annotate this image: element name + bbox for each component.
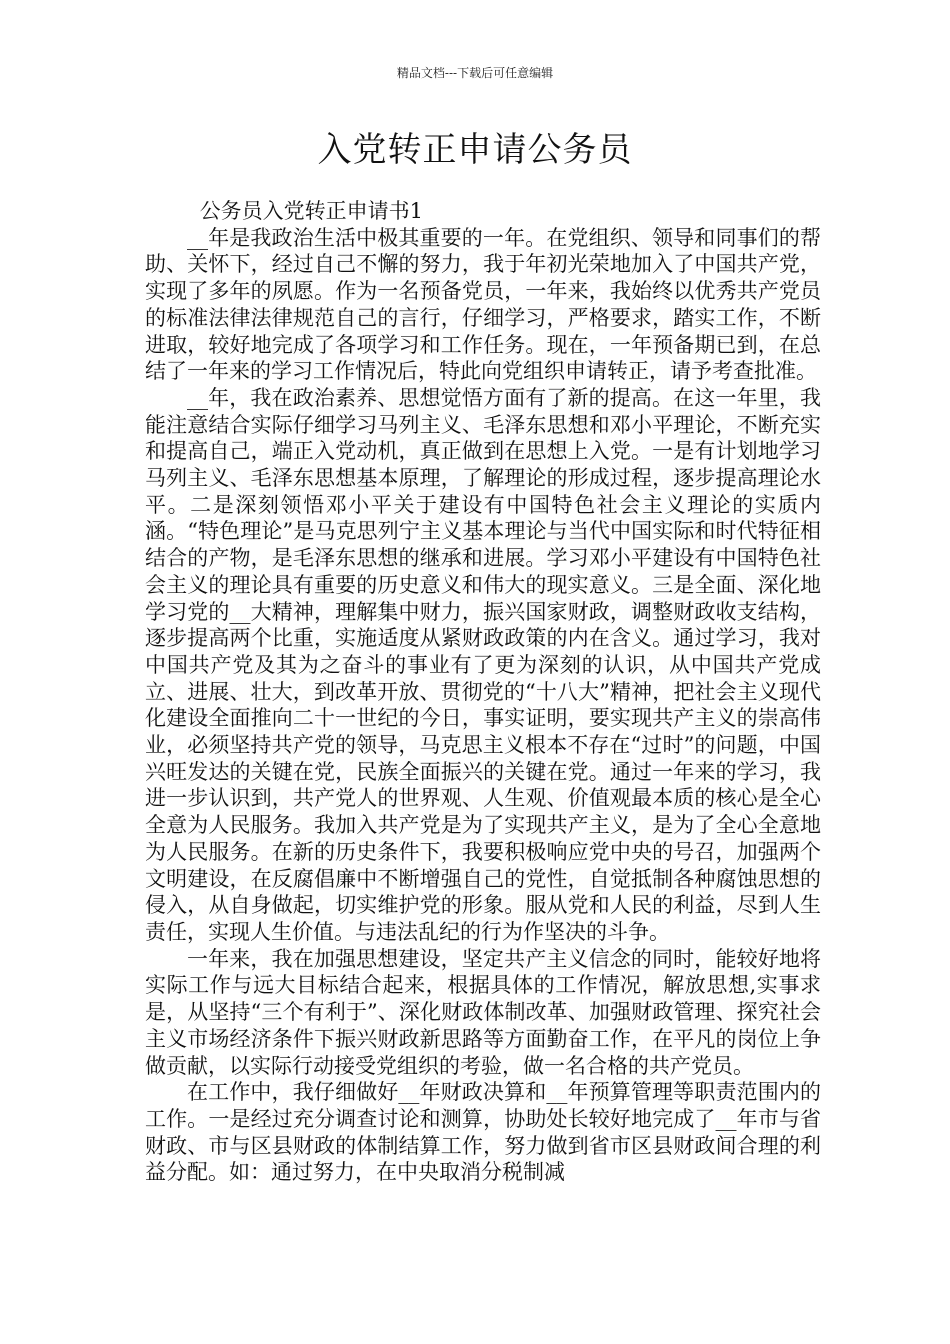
document-body (145, 198, 821, 1186)
paragraph-3: 一年来，我在加强思想建设，坚定共产主义信念的同时，能较好地将实际工作与远大目标结合起来，根据具体的工作情况，解放思想,实事求是，从坚持“三个有利于”、深化财政体制改革、加强财政管理、探究社会主义市场经济条件下振兴财政新思路等方面勤奋工作，在平凡的岗位上争做贡献，以实际行动接受党组织的考验，做一名合格的共产党员。 (145, 946, 821, 1078)
page-header-note: 精品文档---下载后可任意编辑 (396, 66, 554, 80)
paragraph-2: __年，我在政治素养、思想觉悟方面有了新的提高。在这一年里，我能注意结合实际仔细学习马列主义、毛泽东思想和邓小平理论，不断充实和提高自己，端正入党动机，真正做到在思想上入党。一是有计划地学习马列主义、毛泽东思想基本原理，了解理论的形成过程，逐步提高理论水平。二是深刻领悟邓小平关于建设有中国特色社会主义理论的实质内涵。“特色理论”是马克思列宁主义基本理论与当代中国实际和时代特征相结合的产物，是毛泽东思想的继承和进展。学习邓小平建设有中国特色社会主义的理论具有重要的历史意义和伟大的现实意义。三是全面、深化地学习党的__大精神，理解集中财力，振兴国家财政，调整财政收支结构，逐步提高两个比重，实施适度从紧财政政策的内在含义。通过学习，我对中国共产党及其为之奋斗的事业有了更为深刻的认识，从中国共产党成立、进展、壮大，到改革开放、贯彻党的“十八大”精神，把社会主义现代化建设全面推向二十一世纪的今日，事实证明，要实现共产主义的崇高伟业，必须坚持共产党的领导，马克思主义根本不存在“过时”的问题，中国兴旺发达的关键在党，民族全面振兴的关键在党。通过一年来的学习，我进一步认识到，共产党人的世界观、人生观、价值观最本质的核心是全心全意为人民服务。我加入共产党是为了实现共产主义，是为了全心全意地为人民服务。在新的历史条件下，我要积极响应党中央的号召，加强两个文明建设，在反腐倡廉中不断增强自己的党性，自觉抵制各种腐蚀思想的侵入，从自身做起，切实维护党的形象。服从党和人民的利益，尽到人生责任，实现人生价值。与违法乱纪的行为作坚决的斗争。 (145, 385, 821, 944)
paragraph-1: __年是我政治生活中极其重要的一年。在党组织、领导和同事们的帮助、关怀下，经过自己不懈的努力，我于年初光荣地加入了中国共产党，实现了多年的夙愿。作为一名预备党员，一年来，我始终以优秀共产党员的标准法律法律规范自己的言行，仔细学习，严格要求，踏实工作，不断进取，较好地完成了各项学习和工作任务。现在，一年预备期已到，在总结了一年来的学习工作情况后，特此向党组织申请转正，请予考查批准。 (145, 225, 821, 384)
document-subtitle: 公务员入党转正申请书1 (199, 199, 423, 223)
document-title: 入党转正申请公务员 (317, 130, 633, 170)
paragraph-4: 在工作中，我仔细做好__年财政决算和__年预算管理等职责范围内的工作。一是经过充分调查讨论和测算，协助处长较好地完成了__年市与省财政、市与区县财政的体制结算工作，努力做到省市区县财政间合理的利益分配。如：通过努力，在中央取消分税制减 (145, 1080, 821, 1185)
